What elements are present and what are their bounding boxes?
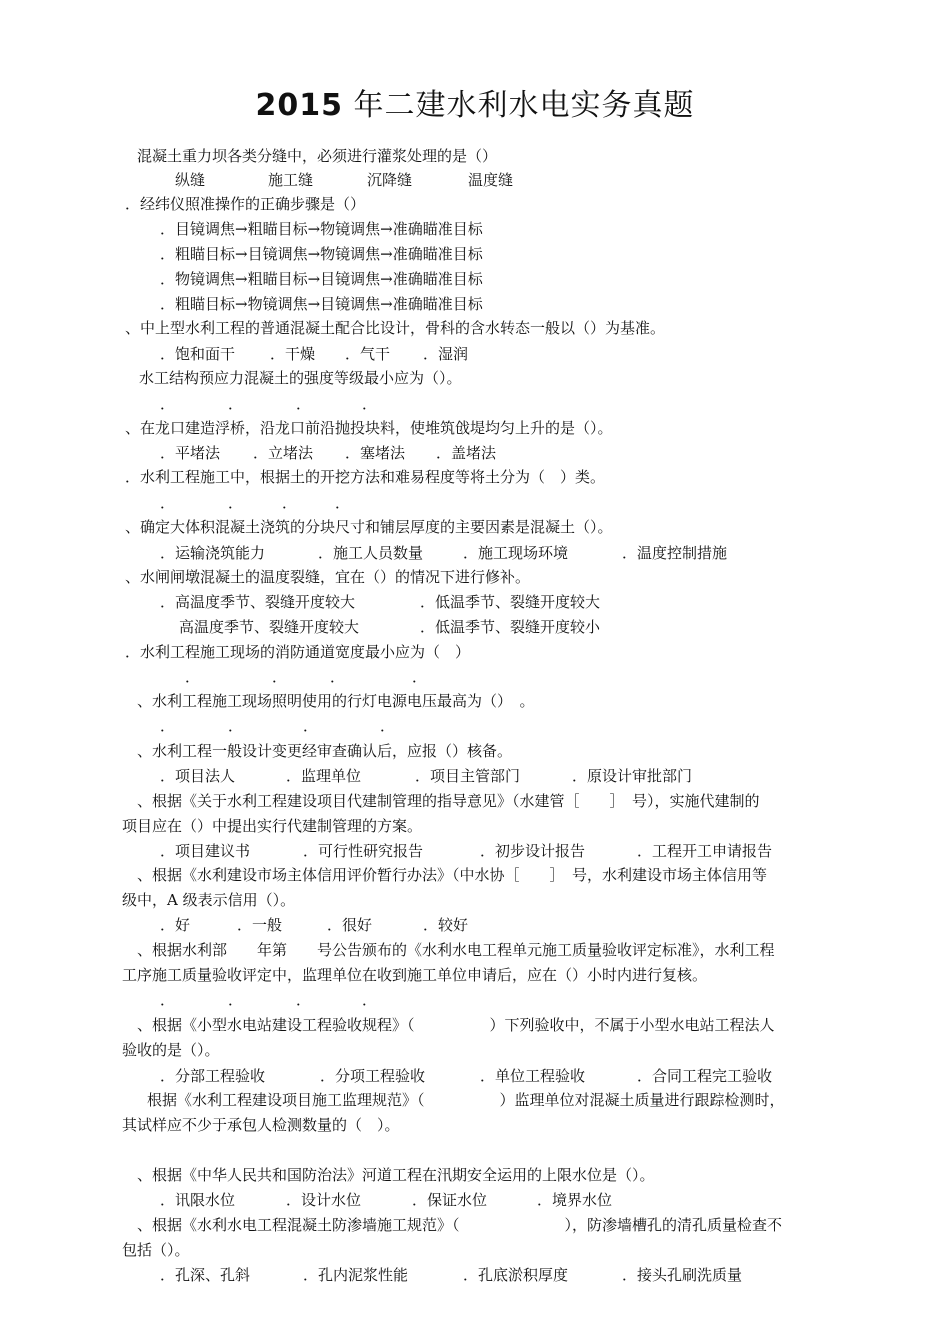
q4-opt-d: ． xyxy=(362,395,378,413)
q8-opt-c: 高温度季节、裂缝开度较大 xyxy=(179,618,360,636)
q10-opt-a: ． xyxy=(160,717,176,735)
q5-opt-c: ．塞堵法 xyxy=(345,444,406,462)
q13-opt-c: ．很好 xyxy=(327,916,373,934)
q1-stem: 混凝土重力坝各类分缝中，必须进行灌浆处理的是（） xyxy=(137,147,498,165)
q10-opt-c: ． xyxy=(303,717,319,735)
q16-stem-line1: 根据《水利工程建设项目施工监理规范》（ ）监理单位对混凝土质量进行跟踪检测时， xyxy=(147,1091,785,1109)
q11-opt-d: ．原设计审批部门 xyxy=(572,767,693,785)
q5-opt-a: ．平堵法 xyxy=(160,444,221,462)
q11-stem: 、水利工程一般设计变更经审查确认后，应报（）核备。 xyxy=(137,742,513,760)
q6-opt-d: ． xyxy=(335,494,351,512)
q7-stem: 、确定大体积混凝土浇筑的分块尺寸和铺层厚度的主要因素是混凝土（）。 xyxy=(125,518,613,536)
q17-opt-d: ．境界水位 xyxy=(537,1191,613,1209)
q11-opt-a: ．项目法人 xyxy=(160,767,236,785)
q14-opt-a: ． xyxy=(160,991,176,1009)
q3-stem: 、中上型水利工程的普通混凝土配合比设计，骨科的含水转态一般以（）为基准。 xyxy=(125,319,666,337)
q2-opt-b: ．粗瞄目标→目镜调焦→物镜调焦→准确瞄准目标 xyxy=(160,245,483,263)
q14-opt-b: ． xyxy=(228,991,244,1009)
q7-opt-c: ．施工现场环境 xyxy=(463,544,569,562)
q2-opt-c: ．物镜调焦→粗瞄目标→目镜调焦→准确瞄准目标 xyxy=(160,270,483,288)
q12-opt-d: ．工程开工申请报告 xyxy=(637,842,773,860)
q9-stem: ．水利工程施工现场的消防通道宽度最小应为（ ） xyxy=(125,643,471,661)
q10-opt-b: ． xyxy=(228,717,244,735)
q2-stem: ．经纬仪照准操作的正确步骤是（） xyxy=(125,195,366,213)
title-text: 年二建水利水电实务真题 xyxy=(353,88,695,123)
q12-stem-line2: 项目应在（）中提出实行代建制管理的方案。 xyxy=(122,817,423,835)
q9-opt-c: ． xyxy=(330,668,346,686)
q6-opt-c: ． xyxy=(282,494,298,512)
q1-opt-c: 沉降缝 xyxy=(367,171,413,189)
q14-opt-c: ． xyxy=(296,991,312,1009)
q13-stem-line1: 、根据《水利建设市场主体信用评价暂行办法》（中水协［ ］ 号，水利建设市场主体信用等 xyxy=(137,866,768,884)
q15-opt-c: ．单位工程验收 xyxy=(480,1067,586,1085)
q5-opt-d: ．盖堵法 xyxy=(436,444,497,462)
q7-opt-b: ．施工人员数量 xyxy=(318,544,424,562)
q15-opt-b: ．分项工程验收 xyxy=(320,1067,426,1085)
q7-opt-a: ．运输浇筑能力 xyxy=(160,544,266,562)
q4-stem: 水工结构预应力混凝土的强度等级最小应为（）。 xyxy=(139,369,462,387)
q2-opt-d: ．粗瞄目标→物镜调焦→目镜调焦→准确瞄准目标 xyxy=(160,295,483,313)
q18-stem-line1: 、根据《水利水电工程混凝土防渗墙施工规范》（ ），防渗墙槽孔的清孔质量检查不 xyxy=(137,1216,783,1234)
q16-stem-line2: 其试样应不少于承包人检测数量的（ ）。 xyxy=(122,1116,400,1134)
q3-opt-c: ．气干 xyxy=(345,345,391,363)
q17-opt-a: ．讯限水位 xyxy=(160,1191,236,1209)
q15-stem-line1: 、根据《小型水电站建设工程验收规程》（ ）下列验收中，不属于小型水电站工程法人 xyxy=(137,1016,775,1034)
q18-opt-d: ．接头孔刷洗质量 xyxy=(622,1266,743,1284)
q1-opt-d: 温度缝 xyxy=(468,171,514,189)
title-year: 2015 xyxy=(255,88,343,123)
page-title xyxy=(0,80,950,124)
q8-opt-d: ．低温季节、裂缝开度较小 xyxy=(420,618,601,636)
q9-opt-d: ． xyxy=(412,668,428,686)
q15-stem-line2: 验收的是（）。 xyxy=(122,1041,220,1059)
q8-opt-b: ．低温季节、裂缝开度较大 xyxy=(420,593,601,611)
q18-opt-a: ．孔深、孔斜 xyxy=(160,1266,251,1284)
q6-opt-b: ． xyxy=(228,494,244,512)
q17-opt-b: ．设计水位 xyxy=(286,1191,362,1209)
q12-opt-a: ．项目建议书 xyxy=(160,842,251,860)
q4-opt-a: ． xyxy=(160,395,176,413)
q18-opt-b: ．孔内泥浆性能 xyxy=(303,1266,409,1284)
q8-stem: 、水闸闸墩混凝土的温度裂缝，宜在（）的情况下进行修补。 xyxy=(125,568,531,586)
q18-opt-c: ．孔底淤积厚度 xyxy=(463,1266,569,1284)
q10-opt-d: ． xyxy=(380,717,396,735)
q17-stem: 、根据《中华人民共和国防治法》河道工程在汛期安全运用的上限水位是（）。 xyxy=(137,1166,655,1184)
q10-stem: 、水利工程施工现场照明使用的行灯电源电压最高为（） 。 xyxy=(137,692,535,710)
q3-opt-d: ．湿润 xyxy=(423,345,469,363)
q1-opt-a: 纵缝 xyxy=(175,171,206,189)
q11-opt-c: ．项目主管部门 xyxy=(415,767,521,785)
q6-stem: ．水利工程施工中，根据土的开挖方法和难易程度等将土分为（ ）类。 xyxy=(125,468,606,486)
q6-opt-a: ． xyxy=(160,494,176,512)
q9-opt-a: ． xyxy=(185,668,201,686)
q12-stem-line1: 、根据《关于水利工程建设项目代建制管理的指导意见》（水建管［ ］ 号），实施代建制的 xyxy=(137,792,760,810)
q4-opt-b: ． xyxy=(228,395,244,413)
q3-opt-a: ．饱和面干 xyxy=(160,345,236,363)
q15-opt-a: ．分部工程验收 xyxy=(160,1067,266,1085)
q5-stem: 、在龙口建造浮桥，沿龙口前沿抛投块料，使堆筑戗堤均匀上升的是（）。 xyxy=(125,419,613,437)
q4-opt-c: ． xyxy=(296,395,312,413)
q17-opt-c: ．保证水位 xyxy=(412,1191,488,1209)
q2-opt-a: ．目镜调焦→粗瞄目标→物镜调焦→准确瞄准目标 xyxy=(160,220,483,238)
q8-opt-a: ．高温度季节、裂缝开度较大 xyxy=(160,593,356,611)
q1-opt-b: 施工缝 xyxy=(268,171,314,189)
q13-opt-d: ．较好 xyxy=(423,916,469,934)
q9-opt-b: ． xyxy=(272,668,288,686)
q14-opt-d: ． xyxy=(362,991,378,1009)
q13-stem-line2: 级中，A 级表示信用（）。 xyxy=(122,891,296,909)
q15-opt-d: ．合同工程完工验收 xyxy=(637,1067,773,1085)
q13-opt-a: ．好 xyxy=(160,916,191,934)
q12-opt-b: ．可行性研究报告 xyxy=(303,842,424,860)
q5-opt-b: ．立堵法 xyxy=(253,444,314,462)
q13-opt-b: ．一般 xyxy=(237,916,283,934)
q3-opt-b: ．干燥 xyxy=(270,345,316,363)
q11-opt-b: ．监理单位 xyxy=(286,767,362,785)
q12-opt-c: ．初步设计报告 xyxy=(480,842,586,860)
q18-stem-line2: 包括（）。 xyxy=(122,1241,190,1259)
q7-opt-d: ．温度控制措施 xyxy=(622,544,728,562)
q14-stem-line1: 、根据水利部 年第 号公告颁布的《水利水电工程单元施工质量验收评定标准》，水利工程 xyxy=(137,941,775,959)
q14-stem-line2: 工序施工质量验收评定中，监理单位在收到施工单位申请后，应在（）小时内进行复核。 xyxy=(122,966,708,984)
